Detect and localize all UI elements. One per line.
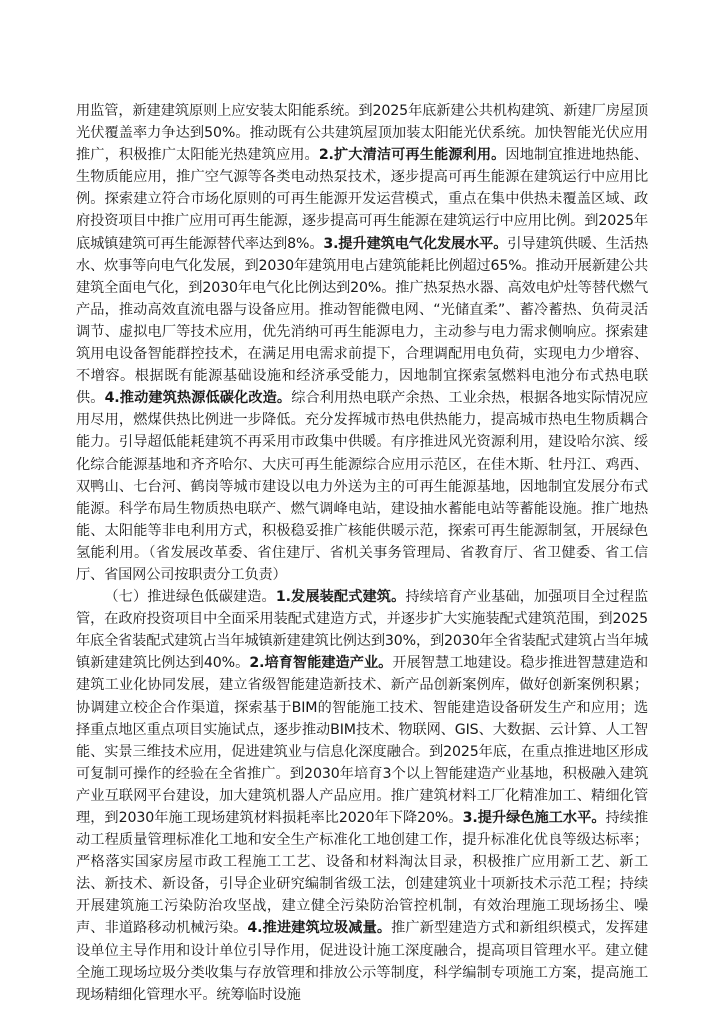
heading-intelligent-construction: 2.培育智能建造产业。	[249, 655, 393, 672]
text-segment: 综合利用热电联产余热、工业余热，根据各地实际情况应用尽用，燃煤供热比例进一步降低。充分发挥城市热电供热能力，提高城市热电生物质耦合能力。引导超低能耗建筑不再采用市政集中供暖。有序推进风光资源利用，建设哈尔滨、绥化综合能源基地和齐齐哈尔、大庆可再生能源综合应用示范区，在佳木斯、牡丹江、鸡西、双鸭山、七台河、鹤岗等城市建设以电力外送为主的可再生能源基地，因地制宜发展分布式能源。科学布局生物质热电联产、燃气调峰电站，建设抽水蓄能电站等蓄能设施。推广地热能、太阳能等非电利用方式，积极稳妥推广核能供暖示范，探索可再生能源制氢，开展绿色氢能利用。（省发展改革委、省住建厅、省机关事务管理局、省教育厅、省卫健委、省工信厅、省国网公司按职责分工负责）	[76, 390, 649, 583]
heading-green-construction: 3.提升绿色施工水平。	[462, 810, 606, 826]
section-heading: （七）推进绿色低碳建造。	[104, 589, 276, 606]
heading-clean-renewable-energy: 2.扩大清洁可再生能源利用。	[318, 147, 506, 164]
text-segment: 开展智慧工地建设。稳步推进智慧建造和建筑工业化协同发展，建立省级智能建造新技术、新产品创新案例库，做好创新案例积累；协调建立校企合作渠道，探索基于BIM的智能施工技术、智能建造设备研发生产和应用；选择重点地区重点项目实施试点，逐步推动BIM技术、物联网、GIS、大数据、云计算、人工智能、实景三维技术应用，促进建筑业与信息化深度融合。到2025年底，在重点推进地区形成可复制可操作的经验在全省推广。到2030年培育3个以上智能建造产业基地，积极融入建筑产业互联网平台建设，加大建筑机器人产品应用。推广建筑材料工厂化精准加工、精细化管理，到2030年施工现场建筑材料损耗率比2020年下降20%。	[76, 655, 648, 826]
text-segment: 用监管，新建建筑原则上应安装太阳能系统。到2025年底新建公共机构建筑、新建厂房屋顶光伏覆盖率力争达到50%。推动既有公共建筑屋顶加装太阳能光伏系统。加快智能光伏应用推广，积极推广太阳能光热建筑应用。	[76, 103, 648, 164]
text-segment: 持续培育产业基础，加强项目全过程监管，在政府投资项目中全面采用装配式建造方式，并逐步扩大实施装配式建筑范围，到2025年底全省装配式建筑占当年城镇新建建筑比例达到30%，到2030年全省装配式建筑占当年城镇新建建筑比例达到40%。	[76, 589, 648, 672]
heading-building-electrification: 3.提升建筑电气化发展水平。	[323, 235, 508, 252]
document-page	[76, 100, 649, 1003]
paragraph-section-7	[76, 586, 648, 1006]
heading-prefabricated-building: 1.发展装配式建筑。	[275, 589, 406, 606]
text-segment: 推广新型建造方式和新组织模式，发挥建设单位主导作用和设计单位引导作用，促进设计施工深度融合，提高项目管理水平。建立健全施工现场垃圾分类收集与存放管理和排放公示等制度，科学编制专项施工方案，提高施工现场精细化管理水平。统筹临时设施	[76, 920, 648, 1003]
heading-waste-reduction: 4.推进建筑垃圾减量。	[247, 920, 392, 937]
text-segment: 因地制宜推进地热能、生物质能应用，推广空气源等各类电动热泵技术，逐步提高可再生能源在建筑运行中应用比例。探索建立符合市场化原则的可再生能源开发运营模式，重点在集中供热未覆盖区域、政府投资项目中推广应用可再生能源，逐步提高可再生能源在建筑运行中应用比例。到2025年底城镇建筑可再生能源替代率达到8%。	[76, 147, 649, 252]
text-segment: 持续推动工程质量管理标准化工地和安全生产标准化工地创建工作，提升标准化优良等级达标率；严格落实国家房屋市政工程施工工艺、设备和材料淘汰目录，积极推广应用新工艺、新工法、新技术、新设备，引导企业研究编制省级工法，创建建筑业十项新技术示范工程；持续开展建筑施工污染防治攻坚战，建立健全污染防治管控机制，有效治理施工现场扬尘、噪声、非道路移动机械污染。	[76, 810, 648, 937]
text-segment: 引导建筑供暖、生活热水、炊事等向电气化发展，到2030年建筑用电占建筑能耗比例超过65%。推动开展新建公共建筑全面电气化，到2030年电气化比例达到20%。推广热泵热水器、高效电炉灶等替代燃气产品，推动高效直流电器与设备应用。推动智能微电网、“光储直柔”、蓄冷蓄热、负荷灵活调节、虚拟电厂等技术应用，优先消纳可再生能源电力，主动参与电力需求侧响应。探索建筑用电设备智能群控技术，在满足用电需求前提下，合理调配用电负荷，实现电力少增容、不增容。根据既有能源基础设施和经济承受能力，因地制宜探索氢燃料电池分布式热电联供。	[76, 235, 648, 407]
paragraph-energy-continuation	[76, 100, 648, 586]
heading-heat-source-low-carbon: 4.推动建筑热源低碳化改造。	[104, 390, 292, 407]
